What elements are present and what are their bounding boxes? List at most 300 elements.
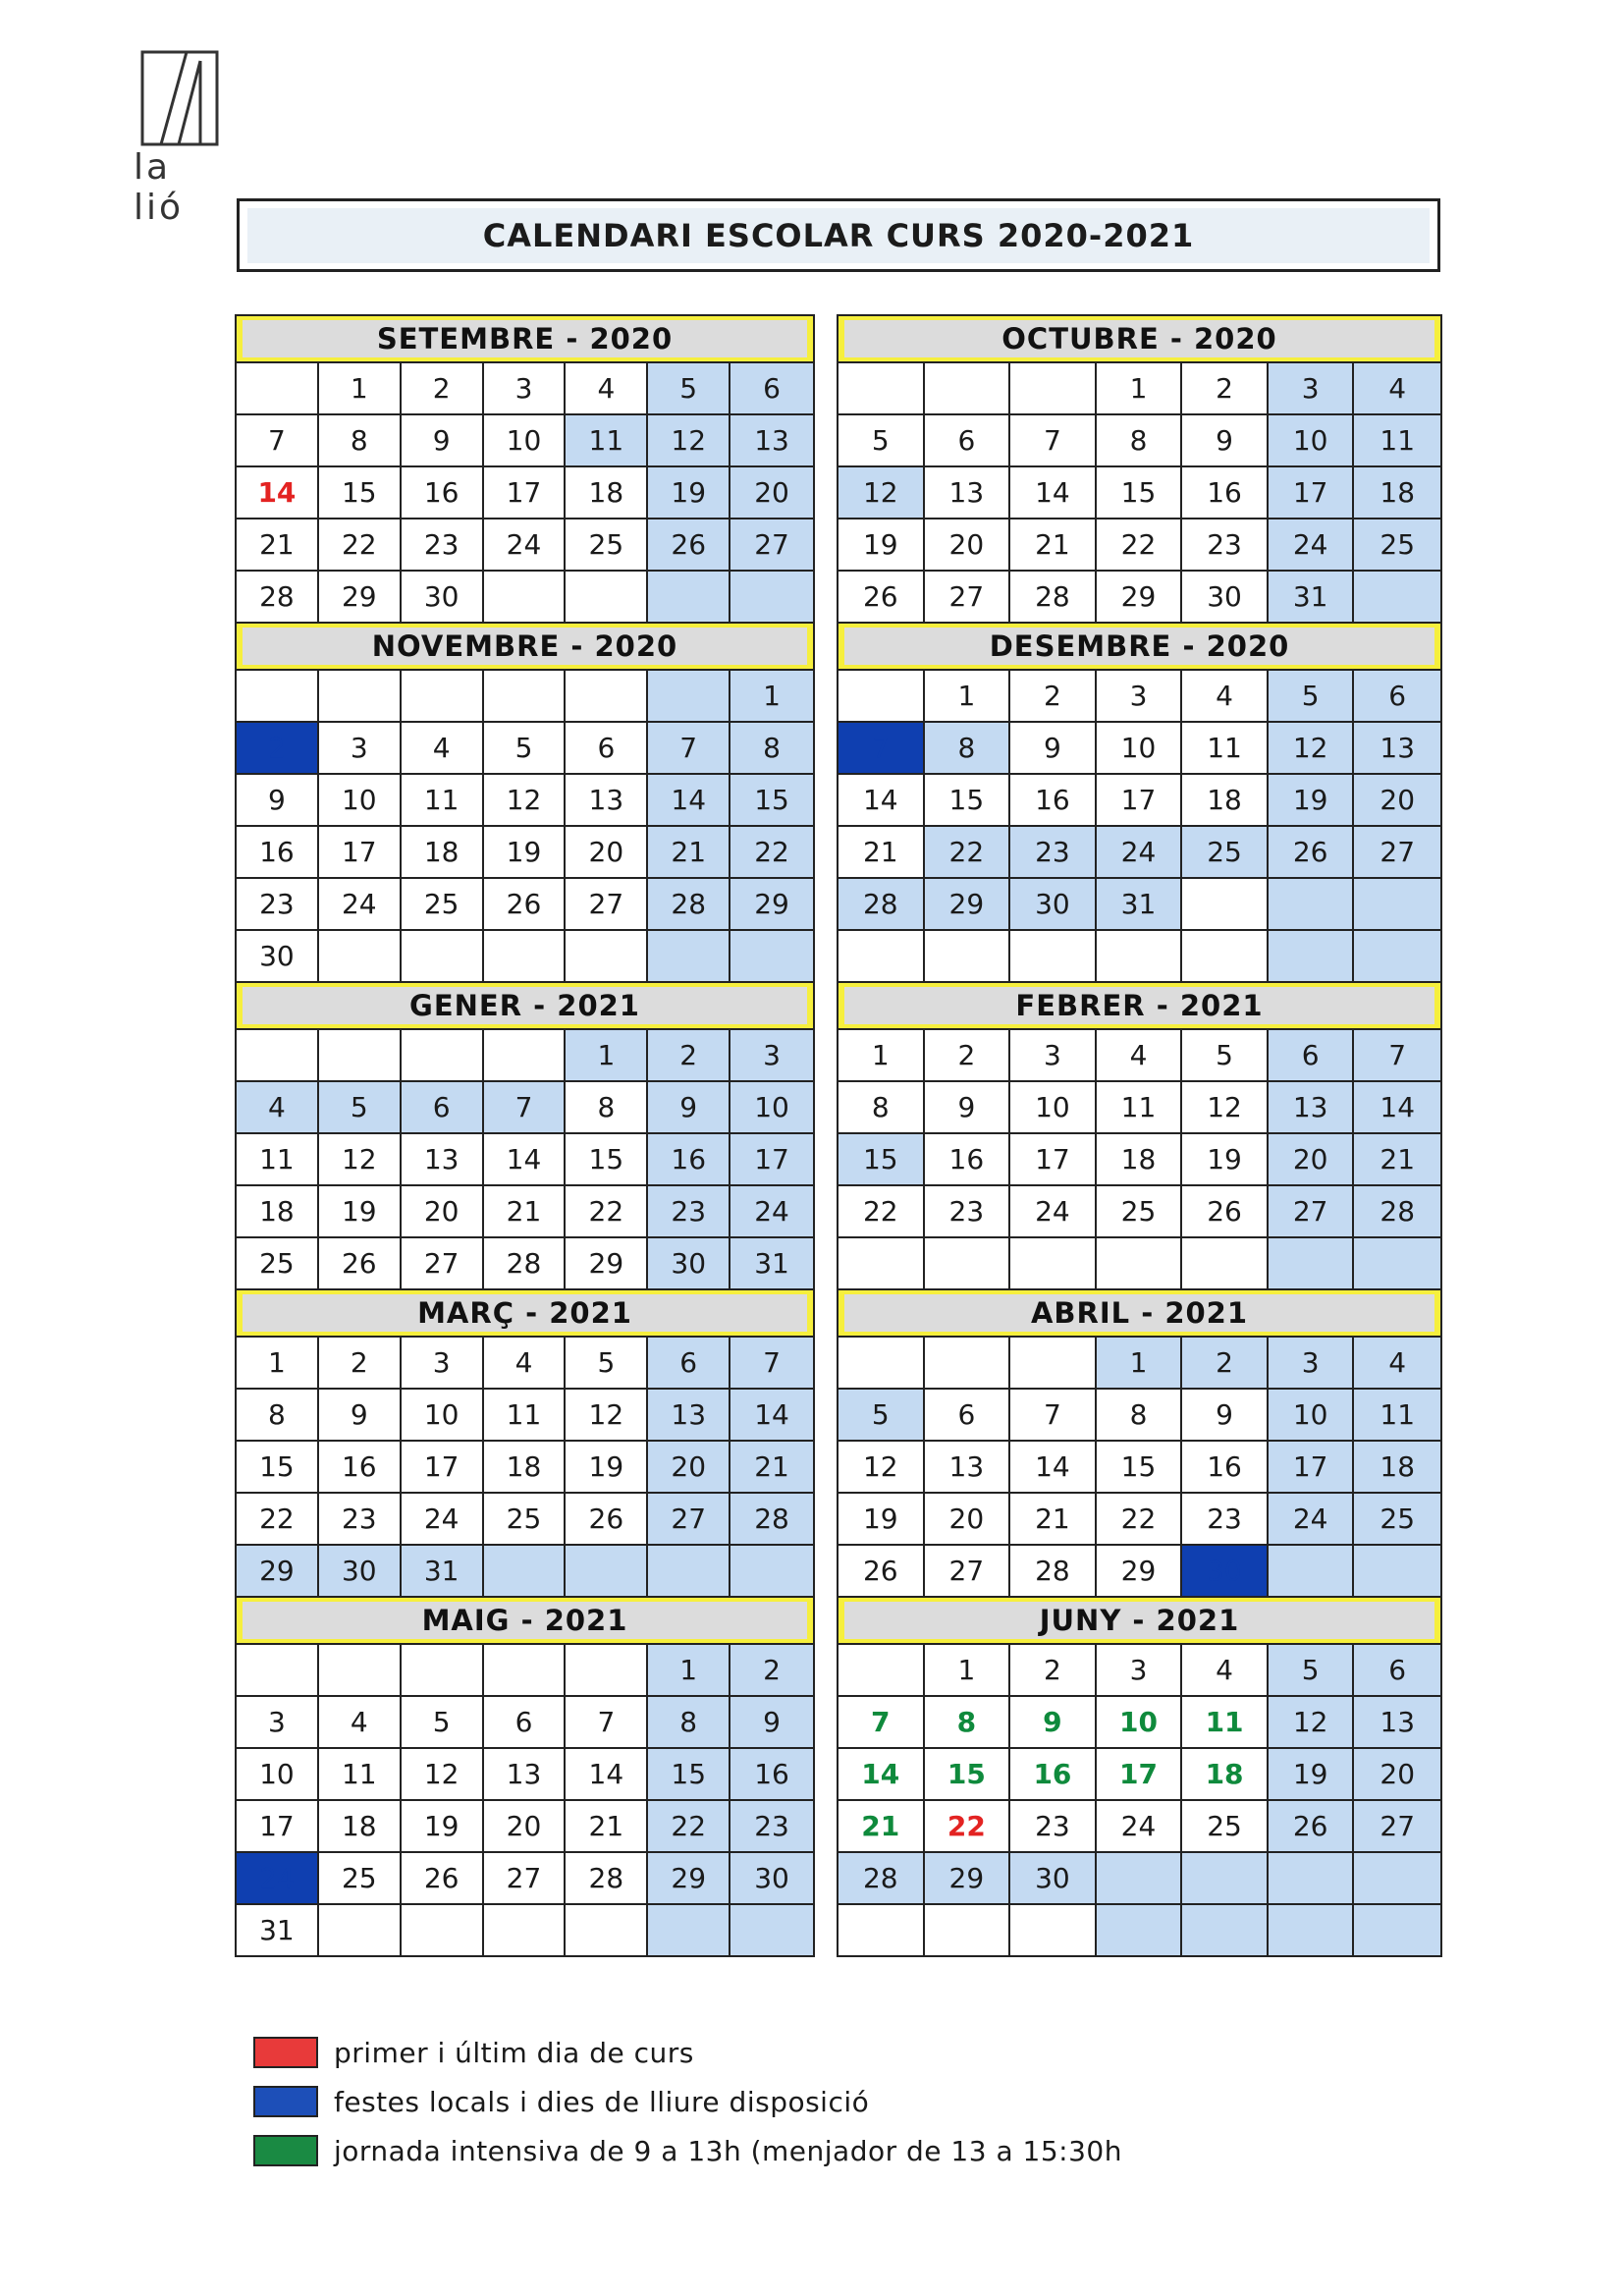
day-cell: 2 <box>925 1030 1011 1082</box>
month-title: OCTUBRE - 2020 <box>844 320 1434 357</box>
legend-item <box>253 2126 1122 2175</box>
day-cell: 4 <box>1097 1030 1183 1082</box>
day-cell: 20 <box>730 467 813 519</box>
day-cell: 26 <box>402 1853 484 1905</box>
month-grid <box>839 671 1440 983</box>
empty-cell <box>484 1645 567 1697</box>
day-cell: 11 <box>237 1134 319 1186</box>
empty-cell <box>1010 1338 1097 1390</box>
day-cell: 19 <box>1182 1134 1269 1186</box>
day-cell: 25 <box>1354 1494 1440 1546</box>
day-cell: 27 <box>925 572 1011 624</box>
month-header <box>839 316 1440 363</box>
month-header <box>839 983 1440 1030</box>
day-cell: 21 <box>839 827 925 879</box>
day-cell: 12 <box>566 1390 648 1442</box>
day-cell: 20 <box>1354 1749 1440 1801</box>
legend-swatch <box>253 2135 318 2166</box>
day-cell: 22 <box>1097 1494 1183 1546</box>
empty-cell <box>484 1030 567 1082</box>
day-cell: 22 <box>925 1801 1011 1853</box>
day-cell: 21 <box>484 1186 567 1238</box>
day-cell: 15 <box>566 1134 648 1186</box>
month-header <box>237 316 813 363</box>
day-cell: 22 <box>925 827 1011 879</box>
day-cell: 26 <box>566 1494 648 1546</box>
day-cell: 31 <box>402 1546 484 1598</box>
day-cell: 1 <box>566 1030 648 1082</box>
day-cell: 10 <box>484 415 567 467</box>
day-cell: 27 <box>925 1546 1011 1598</box>
day-cell: 27 <box>1354 1801 1440 1853</box>
day-cell: 31 <box>237 1905 319 1957</box>
logo <box>134 49 232 228</box>
day-cell: 5 <box>1269 1645 1355 1697</box>
month-header <box>237 1290 813 1338</box>
empty-cell <box>484 572 567 624</box>
day-cell: 26 <box>484 879 567 931</box>
day-cell: 10 <box>1097 723 1183 775</box>
day-cell: 3 <box>1097 671 1183 723</box>
day-cell: 4 <box>1182 1645 1269 1697</box>
legend <box>253 2028 1122 2175</box>
day-cell: 11 <box>1354 1390 1440 1442</box>
day-cell: 7 <box>237 415 319 467</box>
day-cell: 18 <box>1354 467 1440 519</box>
month-header <box>237 1598 813 1645</box>
day-cell: 27 <box>648 1494 730 1546</box>
day-cell: 10 <box>237 1749 319 1801</box>
calendar-column-left <box>235 314 815 1957</box>
day-cell: 28 <box>839 879 925 931</box>
month-grid <box>839 1338 1440 1598</box>
empty-cell <box>1354 572 1440 624</box>
day-cell: 7 <box>648 723 730 775</box>
day-cell: 31 <box>730 1238 813 1290</box>
day-cell: 22 <box>566 1186 648 1238</box>
day-cell: 23 <box>237 879 319 931</box>
day-cell: 24 <box>1269 519 1355 572</box>
day-cell: 14 <box>484 1134 567 1186</box>
day-cell: 6 <box>730 363 813 415</box>
day-cell: 30 <box>1010 879 1097 931</box>
empty-cell <box>1097 931 1183 983</box>
day-cell: 10 <box>730 1082 813 1134</box>
day-cell: 24 <box>237 1853 319 1905</box>
day-cell: 25 <box>402 879 484 931</box>
empty-cell <box>1269 879 1355 931</box>
day-cell: 8 <box>648 1697 730 1749</box>
day-cell: 29 <box>237 1546 319 1598</box>
month-calendar <box>235 624 815 983</box>
day-cell: 28 <box>1010 572 1097 624</box>
day-cell: 13 <box>1354 723 1440 775</box>
day-cell: 7 <box>1010 1390 1097 1442</box>
day-cell: 26 <box>648 519 730 572</box>
day-cell: 4 <box>1354 363 1440 415</box>
day-cell: 17 <box>730 1134 813 1186</box>
month-header <box>237 624 813 671</box>
empty-cell <box>925 1905 1011 1957</box>
day-cell: 29 <box>1097 572 1183 624</box>
day-cell: 19 <box>839 519 925 572</box>
month-grid <box>839 1645 1440 1957</box>
empty-cell <box>925 363 1011 415</box>
day-cell: 20 <box>402 1186 484 1238</box>
day-cell: 12 <box>1182 1082 1269 1134</box>
day-cell: 9 <box>1010 723 1097 775</box>
day-cell: 9 <box>648 1082 730 1134</box>
day-cell: 10 <box>402 1390 484 1442</box>
legend-item <box>253 2077 1122 2126</box>
day-cell: 19 <box>484 827 567 879</box>
day-cell: 29 <box>648 1853 730 1905</box>
day-cell: 14 <box>566 1749 648 1801</box>
day-cell: 18 <box>566 467 648 519</box>
day-cell: 18 <box>1097 1134 1183 1186</box>
day-cell: 13 <box>566 775 648 827</box>
day-cell: 19 <box>1269 775 1355 827</box>
day-cell: 27 <box>1269 1186 1355 1238</box>
legend-label: primer i últim dia de curs <box>334 2036 694 2069</box>
empty-cell <box>566 1645 648 1697</box>
day-cell: 5 <box>566 1338 648 1390</box>
day-cell: 22 <box>237 1494 319 1546</box>
day-cell: 28 <box>648 879 730 931</box>
day-cell: 25 <box>1097 1186 1183 1238</box>
empty-cell <box>839 1238 925 1290</box>
day-cell: 3 <box>1010 1030 1097 1082</box>
empty-cell <box>648 931 730 983</box>
empty-cell <box>648 572 730 624</box>
day-cell: 17 <box>1010 1134 1097 1186</box>
page-title: CALENDARI ESCOLAR CURS 2020-2021 <box>247 208 1430 263</box>
empty-cell <box>1354 1546 1440 1598</box>
day-cell: 1 <box>925 1645 1011 1697</box>
day-cell: 6 <box>925 415 1011 467</box>
month-title: MARÇ - 2021 <box>243 1294 807 1332</box>
day-cell: 3 <box>319 723 402 775</box>
month-grid <box>237 1645 813 1957</box>
day-cell: 21 <box>839 1801 925 1853</box>
empty-cell <box>402 1905 484 1957</box>
day-cell: 16 <box>237 827 319 879</box>
day-cell: 17 <box>237 1801 319 1853</box>
day-cell: 2 <box>237 723 319 775</box>
day-cell: 1 <box>648 1645 730 1697</box>
empty-cell <box>319 1905 402 1957</box>
day-cell: 19 <box>1269 1749 1355 1801</box>
day-cell: 31 <box>1097 879 1183 931</box>
empty-cell <box>839 363 925 415</box>
empty-cell <box>484 671 567 723</box>
day-cell: 16 <box>319 1442 402 1494</box>
empty-cell <box>730 1546 813 1598</box>
day-cell: 23 <box>925 1186 1011 1238</box>
day-cell: 19 <box>566 1442 648 1494</box>
empty-cell <box>1010 1905 1097 1957</box>
day-cell: 26 <box>1269 827 1355 879</box>
day-cell: 9 <box>402 415 484 467</box>
day-cell: 17 <box>1097 1749 1183 1801</box>
day-cell: 3 <box>1269 1338 1355 1390</box>
empty-cell <box>925 1338 1011 1390</box>
day-cell: 9 <box>730 1697 813 1749</box>
day-cell: 14 <box>1010 467 1097 519</box>
day-cell: 19 <box>319 1186 402 1238</box>
day-cell: 27 <box>566 879 648 931</box>
day-cell: 5 <box>648 363 730 415</box>
empty-cell <box>402 671 484 723</box>
day-cell: 24 <box>484 519 567 572</box>
day-cell: 27 <box>402 1238 484 1290</box>
day-cell: 28 <box>1354 1186 1440 1238</box>
day-cell: 20 <box>648 1442 730 1494</box>
day-cell: 13 <box>925 1442 1011 1494</box>
day-cell: 23 <box>1010 827 1097 879</box>
empty-cell <box>566 931 648 983</box>
month-calendar <box>837 983 1442 1290</box>
month-title: SETEMBRE - 2020 <box>243 320 807 357</box>
day-cell: 17 <box>484 467 567 519</box>
empty-cell <box>566 572 648 624</box>
day-cell: 13 <box>648 1390 730 1442</box>
day-cell: 21 <box>730 1442 813 1494</box>
day-cell: 15 <box>1097 467 1183 519</box>
day-cell: 14 <box>839 775 925 827</box>
day-cell: 1 <box>1097 363 1183 415</box>
day-cell: 15 <box>1097 1442 1183 1494</box>
day-cell: 15 <box>925 775 1011 827</box>
empty-cell <box>648 1905 730 1957</box>
day-cell: 2 <box>1182 363 1269 415</box>
day-cell: 31 <box>1269 572 1355 624</box>
month-title: MAIG - 2021 <box>243 1602 807 1639</box>
empty-cell <box>1354 1853 1440 1905</box>
day-cell: 30 <box>319 1546 402 1598</box>
month-title: GENER - 2021 <box>243 987 807 1024</box>
day-cell: 21 <box>566 1801 648 1853</box>
day-cell: 26 <box>1269 1801 1355 1853</box>
day-cell: 20 <box>484 1801 567 1853</box>
day-cell: 4 <box>319 1697 402 1749</box>
empty-cell <box>925 1238 1011 1290</box>
day-cell: 12 <box>402 1749 484 1801</box>
empty-cell <box>237 671 319 723</box>
empty-cell <box>1182 879 1269 931</box>
empty-cell <box>1269 1905 1355 1957</box>
day-cell: 15 <box>925 1749 1011 1801</box>
day-cell: 1 <box>839 1030 925 1082</box>
empty-cell <box>839 671 925 723</box>
day-cell: 26 <box>1182 1186 1269 1238</box>
empty-cell <box>1269 1546 1355 1598</box>
empty-cell <box>566 671 648 723</box>
day-cell: 12 <box>484 775 567 827</box>
day-cell: 4 <box>402 723 484 775</box>
day-cell: 28 <box>484 1238 567 1290</box>
day-cell: 25 <box>1182 827 1269 879</box>
day-cell: 5 <box>319 1082 402 1134</box>
day-cell: 29 <box>566 1238 648 1290</box>
day-cell: 2 <box>730 1645 813 1697</box>
day-cell: 1 <box>237 1338 319 1390</box>
day-cell: 30 <box>402 572 484 624</box>
day-cell: 4 <box>1182 671 1269 723</box>
day-cell: 20 <box>925 1494 1011 1546</box>
day-cell: 1 <box>925 671 1011 723</box>
day-cell: 4 <box>237 1082 319 1134</box>
day-cell: 25 <box>1354 519 1440 572</box>
day-cell: 22 <box>648 1801 730 1853</box>
day-cell: 10 <box>1097 1697 1183 1749</box>
empty-cell <box>1269 1853 1355 1905</box>
empty-cell <box>1010 931 1097 983</box>
legend-swatch <box>253 2086 318 2117</box>
day-cell: 7 <box>1010 415 1097 467</box>
day-cell: 12 <box>648 415 730 467</box>
day-cell: 11 <box>484 1390 567 1442</box>
day-cell: 12 <box>1269 723 1355 775</box>
month-title: ABRIL - 2021 <box>844 1294 1434 1332</box>
month-grid <box>839 1030 1440 1290</box>
day-cell: 2 <box>648 1030 730 1082</box>
empty-cell <box>839 931 925 983</box>
day-cell: 13 <box>925 467 1011 519</box>
day-cell: 11 <box>319 1749 402 1801</box>
day-cell: 7 <box>839 1697 925 1749</box>
day-cell: 18 <box>402 827 484 879</box>
empty-cell <box>319 1030 402 1082</box>
day-cell: 7 <box>566 1697 648 1749</box>
day-cell: 6 <box>925 1390 1011 1442</box>
day-cell: 20 <box>925 519 1011 572</box>
day-cell: 9 <box>237 775 319 827</box>
empty-cell <box>839 1338 925 1390</box>
empty-cell <box>319 931 402 983</box>
day-cell: 5 <box>839 1390 925 1442</box>
day-cell: 28 <box>839 1853 925 1905</box>
day-cell: 10 <box>1269 1390 1355 1442</box>
day-cell: 15 <box>237 1442 319 1494</box>
day-cell: 24 <box>1269 1494 1355 1546</box>
empty-cell <box>730 572 813 624</box>
day-cell: 10 <box>319 775 402 827</box>
day-cell: 23 <box>1182 1494 1269 1546</box>
day-cell: 24 <box>319 879 402 931</box>
empty-cell <box>1354 931 1440 983</box>
legend-item <box>253 2028 1122 2077</box>
day-cell: 8 <box>925 1697 1011 1749</box>
empty-cell <box>1182 931 1269 983</box>
empty-cell <box>1354 1238 1440 1290</box>
day-cell: 19 <box>648 467 730 519</box>
day-cell: 8 <box>730 723 813 775</box>
day-cell: 8 <box>237 1390 319 1442</box>
empty-cell <box>237 1645 319 1697</box>
empty-cell <box>1182 1905 1269 1957</box>
title-box <box>237 198 1440 272</box>
empty-cell <box>484 1546 567 1598</box>
day-cell: 14 <box>237 467 319 519</box>
month-calendar <box>235 1290 815 1598</box>
day-cell: 21 <box>648 827 730 879</box>
empty-cell <box>484 931 567 983</box>
day-cell: 16 <box>1182 1442 1269 1494</box>
legend-swatch <box>253 2037 318 2068</box>
day-cell: 5 <box>839 415 925 467</box>
day-cell: 29 <box>730 879 813 931</box>
day-cell: 30 <box>730 1853 813 1905</box>
day-cell: 8 <box>566 1082 648 1134</box>
day-cell: 3 <box>1269 363 1355 415</box>
day-cell: 29 <box>925 879 1011 931</box>
month-title: FEBRER - 2021 <box>844 987 1434 1024</box>
day-cell: 10 <box>1269 415 1355 467</box>
day-cell: 30 <box>1010 1853 1097 1905</box>
day-cell: 6 <box>402 1082 484 1134</box>
day-cell: 14 <box>1354 1082 1440 1134</box>
day-cell: 24 <box>1097 827 1183 879</box>
day-cell: 28 <box>237 572 319 624</box>
day-cell: 8 <box>1097 1390 1183 1442</box>
day-cell: 15 <box>730 775 813 827</box>
empty-cell <box>402 1030 484 1082</box>
day-cell: 22 <box>839 1186 925 1238</box>
empty-cell <box>1354 1905 1440 1957</box>
day-cell: 27 <box>730 519 813 572</box>
day-cell: 16 <box>1010 1749 1097 1801</box>
day-cell: 17 <box>402 1442 484 1494</box>
empty-cell <box>1182 1853 1269 1905</box>
day-cell: 5 <box>1182 1030 1269 1082</box>
day-cell: 23 <box>648 1186 730 1238</box>
day-cell: 13 <box>484 1749 567 1801</box>
month-title: JUNY - 2021 <box>844 1602 1434 1639</box>
day-cell: 4 <box>1354 1338 1440 1390</box>
empty-cell <box>1097 1905 1183 1957</box>
day-cell: 14 <box>1010 1442 1097 1494</box>
day-cell: 9 <box>1010 1697 1097 1749</box>
day-cell: 18 <box>319 1801 402 1853</box>
day-cell: 12 <box>839 467 925 519</box>
day-cell: 19 <box>402 1801 484 1853</box>
empty-cell <box>484 1905 567 1957</box>
day-cell: 3 <box>1097 1645 1183 1697</box>
day-cell: 6 <box>484 1697 567 1749</box>
empty-cell <box>237 363 319 415</box>
day-cell: 30 <box>1182 1546 1269 1598</box>
day-cell: 2 <box>319 1338 402 1390</box>
day-cell: 7 <box>730 1338 813 1390</box>
day-cell: 12 <box>1269 1697 1355 1749</box>
day-cell: 8 <box>319 415 402 467</box>
day-cell: 6 <box>648 1338 730 1390</box>
day-cell: 12 <box>839 1442 925 1494</box>
day-cell: 26 <box>839 1546 925 1598</box>
calendar-column-right <box>837 314 1442 1957</box>
day-cell: 1 <box>1097 1338 1183 1390</box>
empty-cell <box>566 1546 648 1598</box>
day-cell: 21 <box>1354 1134 1440 1186</box>
empty-cell <box>730 1905 813 1957</box>
day-cell: 2 <box>1010 671 1097 723</box>
day-cell: 29 <box>925 1853 1011 1905</box>
day-cell: 30 <box>237 931 319 983</box>
empty-cell <box>1269 931 1355 983</box>
month-grid <box>237 671 813 983</box>
day-cell: 4 <box>566 363 648 415</box>
